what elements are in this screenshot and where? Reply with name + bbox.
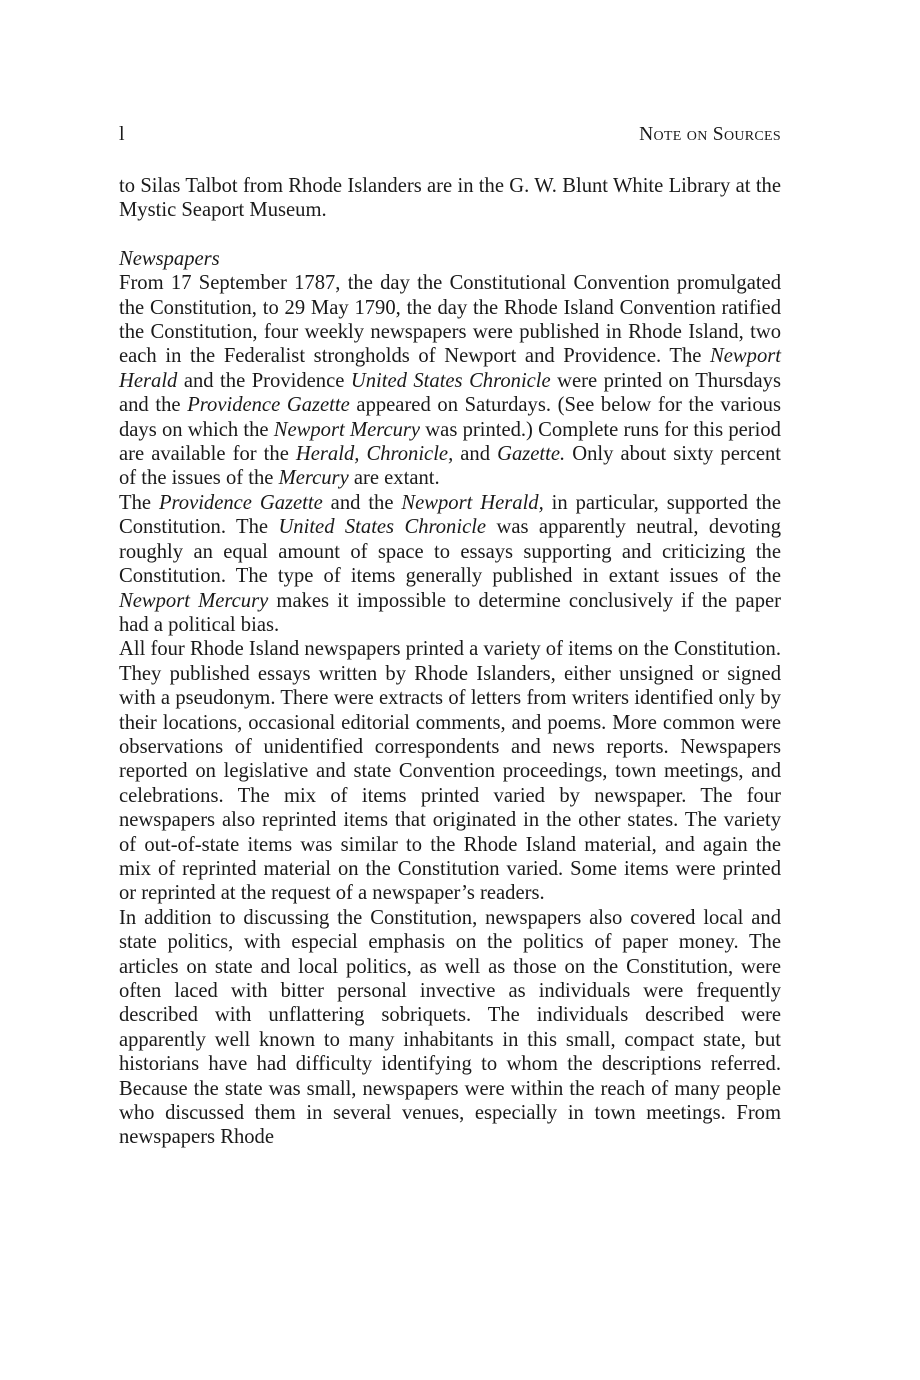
- running-head: [119, 122, 781, 150]
- p1-text-h: are extant.: [348, 467, 440, 490]
- paragraph-1: [119, 271, 781, 491]
- opening-paragraph: to Silas Talbot from Rhode Islanders are in the G. W. Blunt White Library at the Mystic Seaport Museum.: [119, 175, 781, 222]
- p2-italic-newport-herald: Newport Herald,: [401, 491, 544, 514]
- p2-text-e: makes it impossible to determine conclusively if the paper had a political bias.: [119, 589, 781, 636]
- p1-italic-newport-mercury: Newport Mercury: [273, 418, 421, 441]
- p2-text-a: The: [119, 491, 159, 514]
- p1-text-e: was printed.) Complete runs for this period are available for the: [119, 418, 781, 466]
- body-text: [119, 174, 781, 1150]
- p1-text-f: and: [453, 443, 498, 466]
- p2-text-b: and the: [322, 491, 402, 514]
- p1-text-a: From 17 September 1787, the day the Constitutional Convention promulgated the Constitution, to 29 May 1790, the day the Rhode Island Convention ratified the Constitution, four weekly newspapers were published in Rhode Island, two each in the Federalist strongholds of Newport and Providence. The: [119, 272, 781, 368]
- p2-italic-providence-gazette: Providence Gazette: [158, 491, 323, 514]
- p1-text-g: Only about sixty percent of the issues of the: [119, 443, 782, 490]
- p2-text-d: was apparently neutral, devoting roughly an equal amount of space to essays supporting and criticizing the Constitution. The type of items generally published in extant issues of the: [119, 516, 781, 588]
- p1-text-c: were printed on Thursdays and the: [119, 369, 781, 417]
- p2-italic-newport-mercury: Newport Mercury: [119, 589, 269, 612]
- p1-italic-newport-herald: Newport Herald: [119, 345, 781, 392]
- p1-italic-us-chronicle: United States Chronicle: [350, 369, 551, 392]
- page-number: l: [119, 123, 125, 145]
- p2-text-c: in particular, supported the Constitution. The: [119, 491, 781, 539]
- p1-italic-mercury: Mercury: [278, 467, 349, 490]
- p1-text-b: and the Providence: [177, 369, 351, 392]
- paragraph-4: In addition to discussing the Constitution, newspapers also covered local and state politics, with especial emphasis on the politics of paper money. The articles on state and local politics, as well as those on the Constitution, were often laced with bitter personal invective as individuals were frequently described with unflattering sobriquets. The individuals described were apparently well known to many inhabitants in this small, compact state, but historians have had difficulty identifying to whom the descriptions referred. Because the state was small, newspapers were within the reach of many people who discussed them in several venues, especially in town meetings. From newspapers Rhode: [119, 906, 781, 1149]
- p1-italic-gazette: Gazette.: [497, 443, 566, 466]
- p1-italic-providence-gazette: Providence Gazette: [187, 394, 350, 417]
- paragraph-3: All four Rhode Island newspapers printed a variety of items on the Constitution. They published essays written by Rhode Islanders, either unsigned or signed with a pseudonym. There were extracts of letters from writers identified only by their locations, occasional editorial comments, and poems. More common were observations of unidentified correspondents and news reports. Newspapers reported on legislative and state Convention proceedings, town meetings, and celebrations. The mix of items printed varied by newspaper. The four newspapers also reprinted items that originated in the other states. The variety of out-of-state items was similar to the Rhode Island material, and again the mix of reprinted material on the Constitution varied. Some items were printed or reprinted at the request of a newspaper’s readers.: [119, 638, 781, 905]
- paragraph-2: [119, 491, 781, 637]
- running-head-title: Note on Sources: [639, 124, 781, 145]
- p1-italic-herald-chronicle: Herald, Chronicle,: [295, 443, 454, 466]
- document-page: [119, 122, 781, 1150]
- section-heading: Newspapers: [119, 247, 220, 270]
- p1-text-d: appeared on Saturdays. (See below for the various days on which the: [119, 394, 781, 441]
- p2-italic-us-chronicle: United States Chronicle: [278, 516, 487, 539]
